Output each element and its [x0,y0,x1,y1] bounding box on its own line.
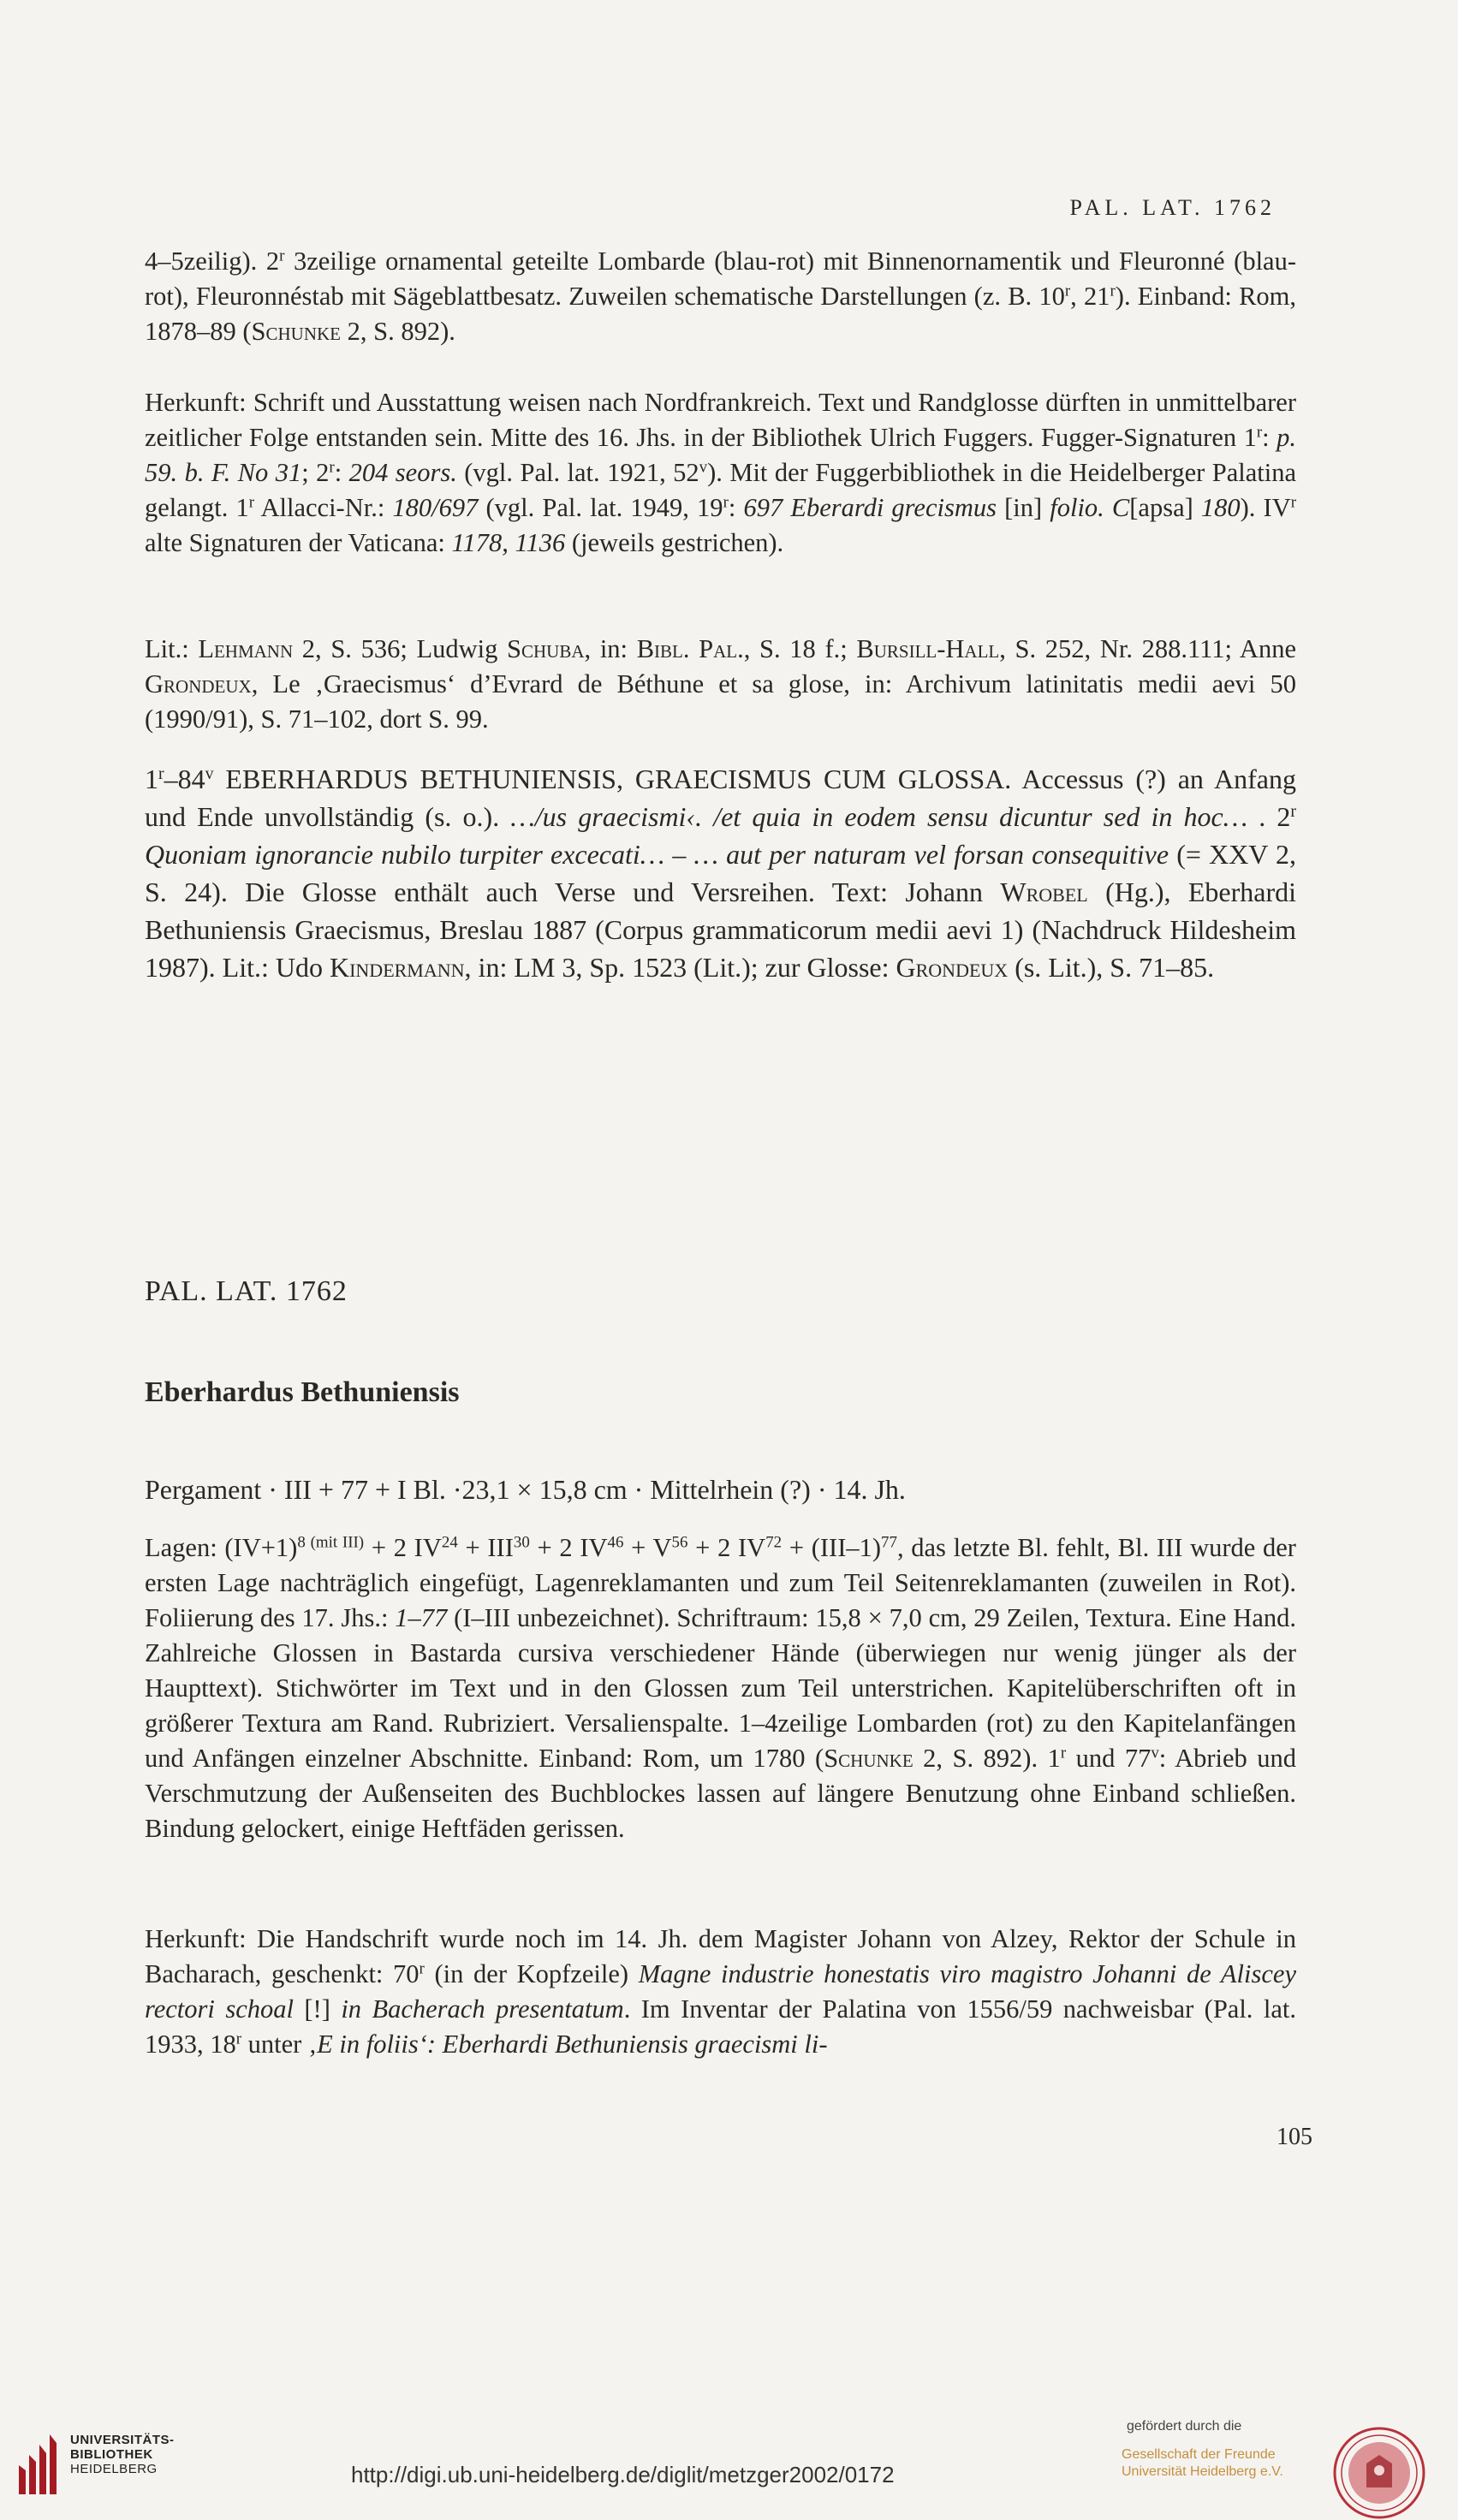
codicology-paragraph: Lagen: $(IV+1)^{8 (mit III)} + 2$ $IV^{24} + III^{30} + 2$ $IV^{46} + V^{56} + 2$ $IV^{72} + (III-1)^{77}$, das letzte Bl. fehlt, Bl. III wurde der ersten Lage nachträglich eingefügt, Lagenreklamanten und zum Teil Seitenreklamanten (zuweilen in Rot). Foliierung des 17. Jhs.: 1–77 (I–III unbezeichnet). Schriftraum: 15,8 × 7,0 cm, 29 Zeilen, Textura. Eine Hand. Zahlreiche Glossen in Bastarda cursiva verschiedener Hände (überwiegen nur wenig jünger als der Haupttext). Stichwörter im Text und in den Glossen zum Teil unterstrichen. Kapitelüberschriften oft in größerer Textura am Rand. Rubriziert. Versalienspalte. 1–4zeilige Lombarden (rot) zu den Kapitelanfängen und Anfängen einzelner Abschnitte. Einband: Rom, um 1780 (Schunke 2, S. 892). 1$^r$ und 77$^v$: Abrieb und Verschmutzung der Außenseiten des Buchblockes lassen auf längere Benutzung ohne Einband schließen. Bindung gelockert, einige Heftfäden gerissen. [145,1533,1296,1843]
author-heading: Eberhardus Bethuniensis [145,1376,460,1408]
sponsor-caption: gefördert durch die [1127,2419,1242,2434]
source-url[interactable]: http://digi.ub.uni-heidelberg.de/diglit/metzger2002/0172 [351,2462,895,2487]
running-head: PAL. LAT. 1762 [1069,195,1276,220]
library-name: UNIVERSITÄTS- BIBLIOTHEK HEIDELBERG [70,2433,175,2476]
sponsor-name: Gesellschaft der Freunde Universität Heidelberg e.V. [1122,2447,1283,2479]
shelfmark-heading: PAL. LAT. 1762 [145,1275,348,1307]
provenance-paragraph: Herkunft: Schrift und Ausstattung weisen nach Nordfrankreich. Text und Randglosse dürften in unmittelbarer zeitlicher Folge entstanden sein. Mitte des 16. Jhs. in der Bibliothek Ulrich Fuggers. Fugger-Signaturen 1$^r$: p. 59. b. F. No 31; 2$^r$: 204 seors. (vgl. Pal. lat. 1921, 52$^v$). Mit der Fuggerbibliothek in die Heidelberger Palatina gelangt. 1$^r$ Allacci-Nr.: 180/697 (vgl. Pal. lat. 1949, 19$^r$: 697 Eberardi grecismus [in] folio. C[apsa] 180). $IV^r$ alte Signaturen der Vaticana: 1178, 1136 (jeweils gestrichen). [145,388,1297,557]
physical-description: Pergament · III + 77 + I Bl. ·23,1 × 15,8 cm · Mittelrhein (?) · 14. Jh. [145,1474,906,1505]
contents-entry: 1$^r$–84$^v$ EBERHARDUS BETHUNIENSIS, GRAECISMUS CUM GLOSSA. Accessus (?) an Anfang und Ende unvollständig (s. o.). …/us graecismi‹. /et quia in eodem sensu dicuntur sed in hoc… . 2$^r$ Quoniam ignorancie nubilo turpiter excecati… – … aut per naturam vel forsan consequitive (= XXV 2, S. 24). Die Glosse enthält auch Verse und Versreihen. Text: Johann Wrobel (Hg.), Eberhardi Bethuniensis Graecismus, Breslau 1887 (Corpus grammaticorum medii aevi 1) (Nachdruck Hildesheim 1987). Lit.: Udo Kindermann, in: LM 3, Sp. 1523 (Lit.); zur Glosse: Grondeux (s. Lit.), S. 71–85. [145,764,1297,983]
decoration-paragraph: 4–5zeilig). 2$^r$ 3zeilige ornamental geteilte Lombarde (blau-rot) mit Binnenornamentik und Fleuronné (blau-rot), Fleuronnéstab mit Sägeblattbesatz. Zuweilen schematische Darstellungen (z. B. 10$^r$, 21$^r$). Einband: Rom, 1878–89 (Schunke 2, S. 892). [145,247,1297,346]
provenance-paragraph-2: Herkunft: Die Handschrift wurde noch im 14. Jh. dem Magister Johann von Alzey, Rektor der Schule in Bacharach, geschenkt: 70$^r$ (in der Kopfzeile) Magne industrie honestatis viro magistro Johanni de Aliscey rectori schoal [!] in Bacherach presentatum. Im Inventar der Palatina von 1556/59 nachweisbar (Pal. lat. 1933, 18$^r$ unter ‚E in foliis‘: Eberhardi Bethuniensis graecismi li- [145,1924,1296,2059]
literature-paragraph: Lit.: Lehmann 2, S. 536; Ludwig Schuba, in: Bibl. Pal., S. 18 f.; Bursill-Hall, S. 252, Nr. 288.111; Anne Grondeux, Le ‚Graecismus‘ d’Evrard de Béthune et sa glose, in: Archivum latinitatis medii aevi 50 (1990/91), S. 71–102, dort S. 99. [145,634,1296,734]
society-seal-icon [1332,2426,1426,2520]
page-number: 105 [1276,2124,1312,2150]
footer [0,2388,1458,2515]
university-library-logo-icon [14,2431,62,2498]
